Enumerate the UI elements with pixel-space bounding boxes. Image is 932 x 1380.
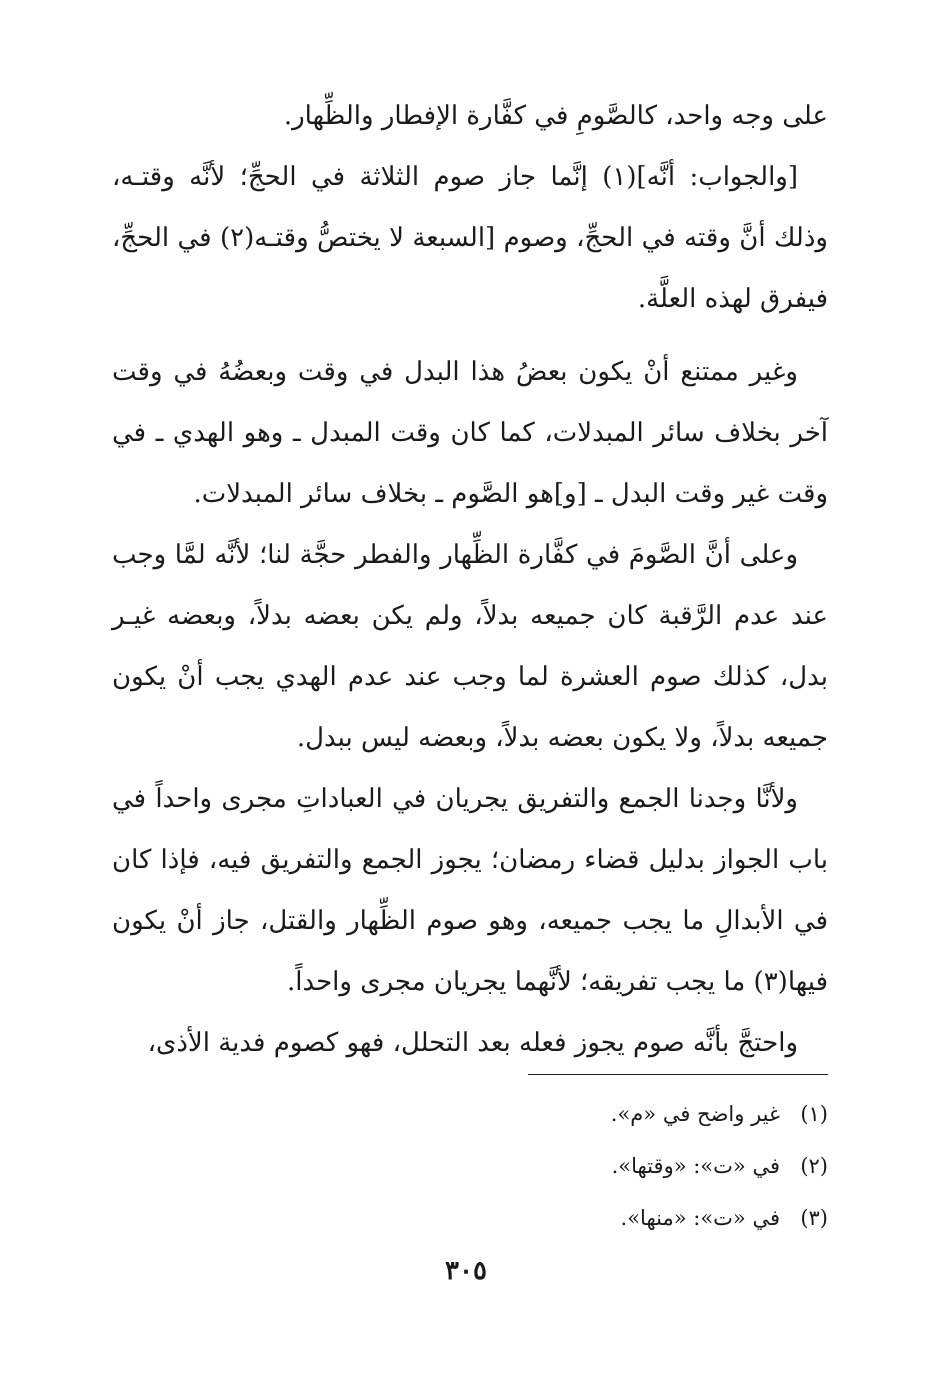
footnote-text: في «ت»: «وقتها». <box>611 1154 780 1178</box>
paragraph-6: واحتجَّ بأنَّه صوم يجوز فعله بعد التحلل، فهو كصوم فدية الأذى، <box>147 1028 798 1058</box>
main-text <box>112 86 828 1074</box>
paragraph-5: ولأنَّا وجدنا الجمع والتفريق يجريان في العباداتِ مجرى واحداً في باب الجواز بدليل قضاء رمضان؛ يجوز الجمع والتفريق فيه، فإذا كان في الأبدالِ ما يجب جميعه، وهو صوم الظِّهار والقتل، جاز أنْ يكون فيها(٣) ما يجب تفريقه؛ لأنَّهما يجريان مجرى واحداً. <box>112 784 828 997</box>
paragraph-3: وغير ممتنع أنْ يكون بعضُ هذا البدل في وقت وبعضُهُ في وقت آخر بخلاف سائر المبدلات، كما كان وقت المبدل ـ وهو الهدي ـ في وقت غير وقت البدل ـ [و]هو الصَّوم ـ بخلاف سائر المبدلات. <box>112 357 828 509</box>
paragraph-1: على وجه واحد، كالصَّومِ في كفَّارة الإفطار والظِّهار. <box>283 101 828 131</box>
footnote-divider <box>528 1074 828 1075</box>
footnote-number: (١) <box>800 1102 828 1126</box>
footnote-text: غير واضح في «م». <box>610 1102 780 1126</box>
paragraph-2: [والجواب: أنَّه](١) إنَّما جاز صوم الثلاثة في الحجِّ؛ لأنَّه وقتـه، وذلك أنَّ وقته في الحجِّ، وصوم [السبعة لا يختصُّ وقتـه(٢) في الحجِّ، فيفرق لهذه العلَّة. <box>112 162 828 314</box>
page-number: ٣٠٥ <box>445 1256 487 1286</box>
footnote-text: في «ت»: «منها». <box>620 1206 780 1230</box>
footnotes <box>400 1088 828 1244</box>
footnote-item <box>400 1088 828 1140</box>
footnote-item <box>400 1192 828 1244</box>
footnote-number: (٢) <box>800 1154 828 1178</box>
footnote-item <box>400 1140 828 1192</box>
footnote-number: (٣) <box>800 1206 828 1230</box>
paragraph-4: وعلى أنَّ الصَّومَ في كفَّارة الظِّهار والفطر حجَّة لنا؛ لأنَّه لمَّا وجب عند عدم الرَّقبة كان جميعه بدلاً، ولم يكن بعضه بدلاً، وبعضه غيـر بدل، كذلك صوم العشرة لما وجب عند عدم الهدي يجب أنْ يكون جميعه بدلاً، ولا يكون بعضه بدلاً، وبعضه ليس ببدل. <box>112 540 828 753</box>
